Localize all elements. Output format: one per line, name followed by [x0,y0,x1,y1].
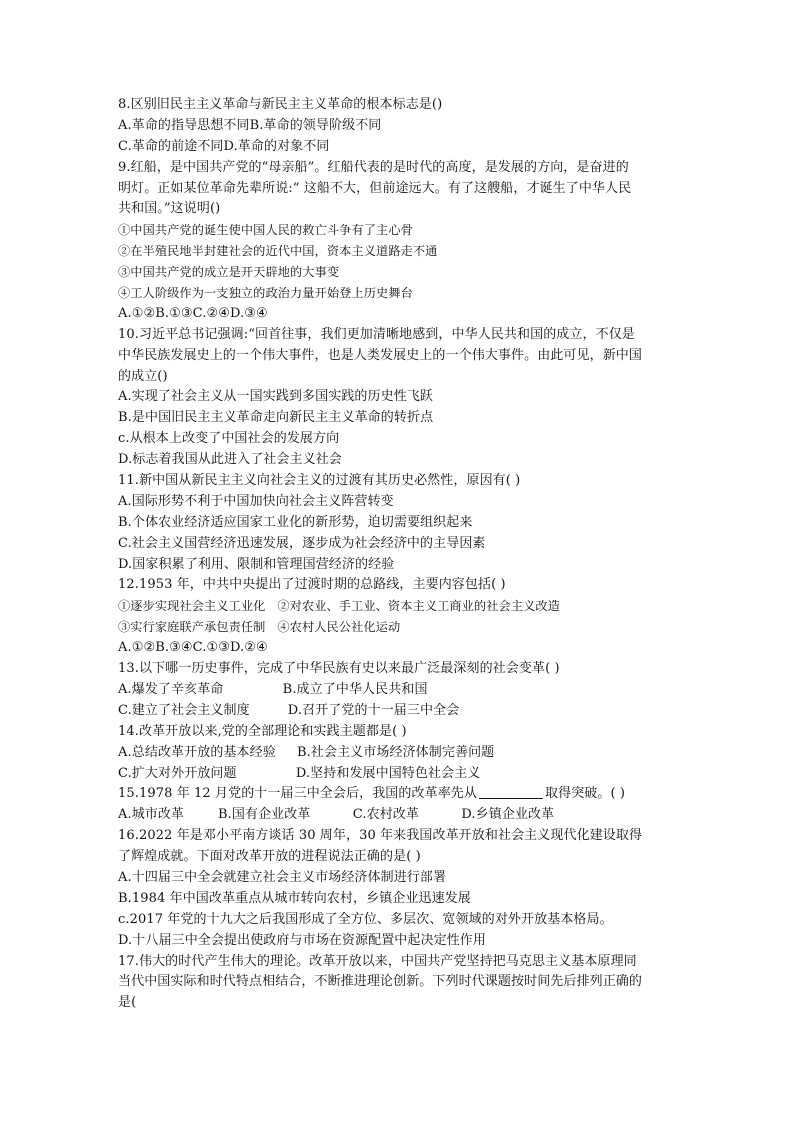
q9-item: ②在半殖民地半封建社会的近代中国，资本主义道路走不通 [118,244,438,259]
exam-page [118,95,678,1014]
q10-stem: 的成立() [118,368,168,384]
q10-option: c.从根本上改变了中国社会的发展方向 [118,431,340,447]
q13-stem: 13.以下哪一历史事件，完成了中华民族有史以来最广泛最深刻的社会变革( ) [118,661,560,677]
q8-option: C.革命的前途不同D.革命的对象不同 [118,138,330,154]
q11-option: B.个体农业经济适应国家工业化的新形势，迫切需要组织起来 [118,514,473,530]
q11-stem: 11.新中国从新民主主义向社会主义的过渡有其历史必然性，原因有( ) [118,473,521,489]
q12-stem: 12.1953 年，中共中央提出了过渡时期的总路线，主要内容包括( ) [118,577,506,593]
q8-stem: 8.区别旧民主主义革命与新民主主义革命的根本标志是() [118,97,443,112]
q12-item: ①逐步实现社会主义工业化 ②对农业、手工业、资本主义工商业的社会主义改造 [118,599,560,614]
q16-option: D.十八届三中全会提出使政府与市场在资源配置中起决定性作用 [118,932,486,948]
q16-option: c.2017 年党的十九大之后我国形成了全方位、多层次、宽领域的对外开放基本格局。 [118,911,613,927]
q13-option: C.建立了社会主义制度 D.召开了党的十一届三中全会 [118,702,460,718]
q16-option: A.十四届三中全会就建立社会主义市场经济体制进行部署 [118,869,447,885]
q11-option: A.国际形势不利于中国加快向社会主义阵营转变 [118,493,394,509]
q8-option: A.革命的指导思想不同B.革命的领导阶级不同 [118,117,382,133]
q13-option: A.爆发了辛亥革命 B.成立了中华人民共和国 [118,681,428,697]
answer-blank [479,785,543,799]
q15-stem-before: 15.1978 年 12 月党的十一届三中全会后，我国的改革率先从 [118,786,477,802]
q9-item: ③中国共产党的成立是开天辟地的大事变 [118,265,340,280]
q11-option: C.社会主义国营经济迅速发展，逐步成为社会经济中的主导因素 [118,535,486,551]
q10-stem: 中华民族发展史上的一个伟大事件，也是人类发展史上的一个伟大事件。由此可见，新中国 [118,347,643,363]
q10-option: A.实现了社会主义从一国实践到多国实践的历史性飞跃 [118,389,434,405]
q12-item: ③实行家庭联产承包责任制 ④农村人民公社化运动 [118,620,401,635]
q15-stem-after: 取得突破。( ) [545,786,626,802]
q9-stem: 明灯。正如某位革命先辈所说:“ 这船不大，但前途远大。有了这艘船，才诞生了中华人民 [118,180,632,196]
q12-option: A.①②B.③④C.①③D.②④ [118,640,268,656]
q14-stem: 14.改革开放以来,党的全部理论和实践主题都是( ) [118,723,407,739]
q9-item: ④工人阶级作为一支独立的政治力量开始登上历史舞台 [118,286,413,301]
q11-option: D.国家积累了利用、限制和管理国营经济的经验 [118,556,395,572]
q10-stem: 10.习近平总书记强调:“回首往事，我们更加清晰地感到，中华人民共和国的成立，不仅是 [118,326,635,342]
q9-stem: 共和国。”这说明() [118,201,221,217]
q9-option: A.①②B.①③C.②④D.③④ [118,305,268,321]
q16-stem: 16.2022 年是邓小平南方谈话 30 周年，30 年来我国改革开放和社会主义现代化建设取得 [118,828,643,844]
q17-stem: 是( [118,995,137,1011]
q15-stem [118,784,678,805]
q10-option: D.标志着我国从此进入了社会主义社会 [118,452,342,468]
q16-option: B.1984 年中国改革重点从城市转向农村，乡镇企业迅速发展 [118,890,471,906]
q9-item: ①中国共产党的诞生使中国人民的救亡斗争有了主心骨 [118,223,413,238]
q9-stem: 9.红船，是中国共产党的“母亲船”。红船代表的是时代的高度，是发展的方向，是奋进的 [118,159,629,175]
q17-stem: 当代中国实际和时代特点相结合，不断推进理论创新。下列时代课题按时间先后排列正确的 [118,974,643,990]
q16-stem: 了辉煌成就。下面对改革开放的进程说法正确的是( ) [118,849,421,865]
q10-option: B.是中国旧民主主义革命走向新民主主义革命的转折点 [118,410,434,426]
q17-stem: 17.伟大的时代产生伟大的理论。改革开放以来，中国共产党坚持把马克思主义基本原理同 [118,953,637,969]
q14-option: C.扩大对外开放问题 D.坚持和发展中国特色社会主义 [118,765,481,781]
q15-option: A.城市改革 B.国有企业改革 C.农村改革 D.乡镇企业改革 [118,807,555,823]
q14-option: A.总结改革开放的基本经验 B.社会主义市场经济体制完善问题 [118,744,495,760]
